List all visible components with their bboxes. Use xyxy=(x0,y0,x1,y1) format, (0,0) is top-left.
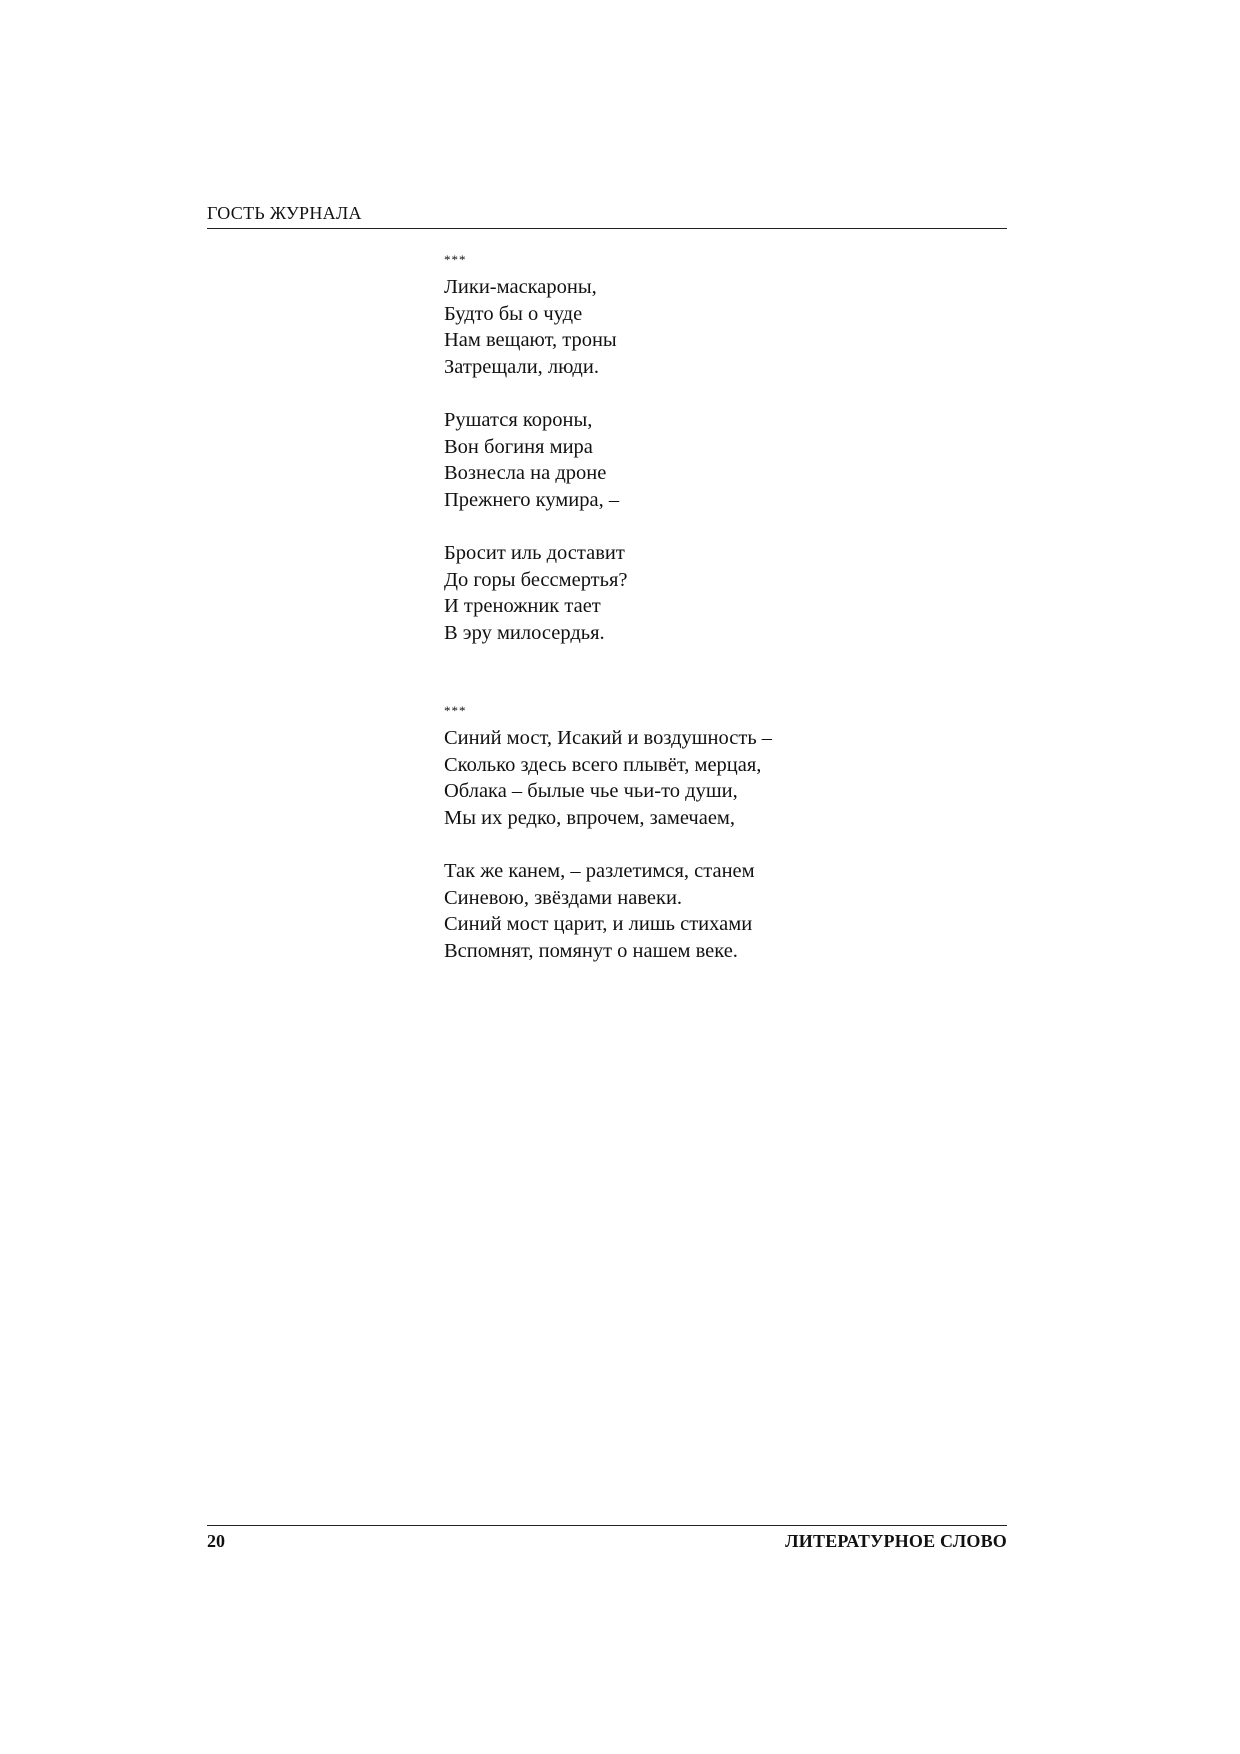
poem-separator: *** xyxy=(444,252,467,267)
poem-line: Вон богиня мира xyxy=(444,435,593,458)
page-number: 20 xyxy=(207,1531,225,1551)
poem-line: Лики-маскароны, xyxy=(444,276,597,298)
poem-line: Мы их редко, впрочем, замечаем, xyxy=(444,806,736,829)
poem-line: Нам вещают, троны xyxy=(444,329,617,351)
poem-line: Облака – былые чье чьи-то души, xyxy=(444,780,738,802)
poem-line: Прежнего кумира, – xyxy=(444,488,620,511)
poem-line: Так же канем, – разлетимся, станем xyxy=(444,860,755,882)
running-head: ГОСТЬ ЖУРНАЛА xyxy=(207,203,362,223)
stanza xyxy=(444,858,772,964)
header-rule xyxy=(207,228,1007,229)
poem-line: И треножник тает xyxy=(444,595,601,617)
stanza xyxy=(444,725,772,831)
poem-line: Рушатся короны, xyxy=(444,409,593,431)
poem xyxy=(444,252,628,646)
poem-line: Затрещали, люди. xyxy=(444,355,599,378)
poem-separator: *** xyxy=(444,703,467,718)
poem-line: Синевою, звёздами навеки. xyxy=(444,886,683,909)
footer-rule xyxy=(207,1525,1007,1526)
poem xyxy=(444,703,772,964)
poem-line: Синий мост, Исакий и воздушность – xyxy=(444,727,773,749)
poem-line: В эру милосердья. xyxy=(444,621,605,644)
stanza xyxy=(444,274,628,380)
journal-title: ЛИТЕРАТУРНОЕ СЛОВО xyxy=(785,1531,1007,1551)
poem-line: Синий мост царит, и лишь стихами xyxy=(444,913,753,935)
stanza xyxy=(444,540,628,646)
poem-line: Будто бы о чуде xyxy=(444,302,583,325)
stanza xyxy=(444,407,628,513)
poem-line: Вознесла на дроне xyxy=(444,462,607,484)
poem-line: До горы бессмертья? xyxy=(444,568,628,591)
poem-line: Сколько здесь всего плывёт, мерцая, xyxy=(444,753,762,776)
poem-line: Бросит иль доставит xyxy=(444,542,625,564)
poem-line: Вспомнят, помянут о нашем веке. xyxy=(444,939,738,962)
